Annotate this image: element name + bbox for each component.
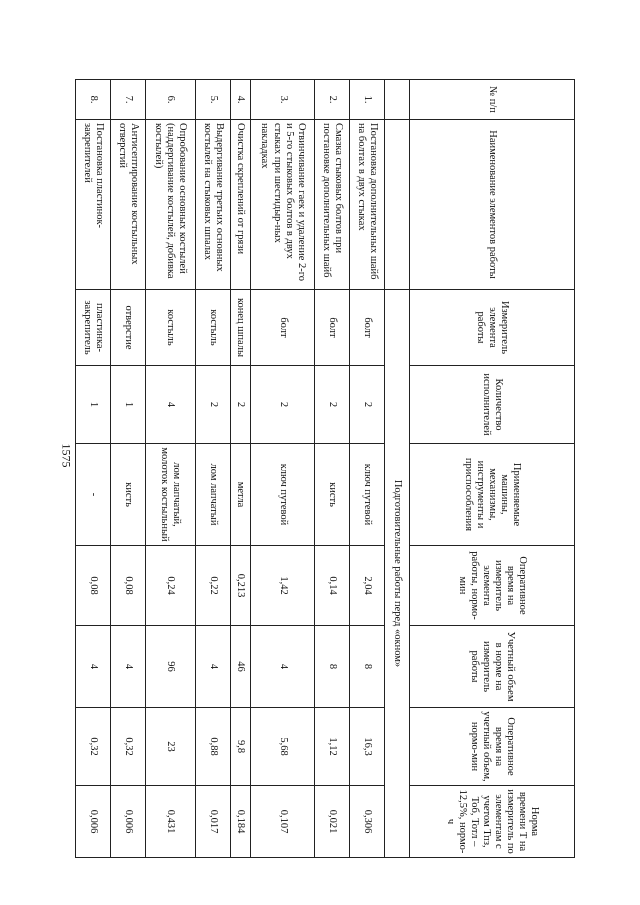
row-name: Выдергивание третьих основных костылей на стыковых шпалах <box>195 120 230 290</box>
header-cell-volume: Учетный объем в норме на измеритель работы <box>410 626 575 708</box>
row-workers: 4 <box>146 366 195 444</box>
row-op-volume: 0,32 <box>111 708 146 786</box>
row-number: 4. <box>230 80 251 120</box>
row-number: 2. <box>315 80 350 120</box>
row-number: 6. <box>146 80 195 120</box>
table-row <box>350 80 385 858</box>
row-norm: 0,021 <box>315 786 350 858</box>
section-spacer-cell <box>385 120 410 290</box>
section-title: Подготовительные работы перед «окном» <box>385 290 410 858</box>
table-row <box>195 80 230 858</box>
row-tools: ключ путевой <box>251 444 315 546</box>
row-tools: метла <box>230 444 251 546</box>
row-volume: 4 <box>111 626 146 708</box>
table-row <box>111 80 146 858</box>
row-volume: 46 <box>230 626 251 708</box>
table-row <box>251 80 315 858</box>
row-op-time: 0,213 <box>230 546 251 626</box>
row-workers: 2 <box>315 366 350 444</box>
row-op-time: 0,14 <box>315 546 350 626</box>
row-op-volume: 16,3 <box>350 708 385 786</box>
header-cell-number: № п/п <box>410 80 575 120</box>
header-cell-tools: Применяемые машины, механизмы, инструменты и приспособления <box>410 444 575 546</box>
row-op-time: 0,08 <box>111 546 146 626</box>
row-workers: 2 <box>230 366 251 444</box>
row-op-time: 1,42 <box>251 546 315 626</box>
header-cell-workers: Количество исполнителей <box>410 366 575 444</box>
header-cell-norm: Норма времени Т на измеритель по элементам с учетом Тпз, Тоб, Тотл – 12,5%, нормо-ч <box>410 786 575 858</box>
row-norm: 0,306 <box>350 786 385 858</box>
row-workers: 2 <box>251 366 315 444</box>
rotated-table-container <box>75 79 575 857</box>
row-tools: кисть <box>315 444 350 546</box>
row-tools: - <box>76 444 111 546</box>
row-number: 3. <box>251 80 315 120</box>
row-unit: болт <box>251 290 315 366</box>
row-name: Опробование основных костылей (наддергивание костылей, добивка костылей) <box>146 120 195 290</box>
header-cell-name: Наименование элементов работы <box>410 120 575 290</box>
row-tools: кисть <box>111 444 146 546</box>
row-number: 5. <box>195 80 230 120</box>
row-op-volume: 9,8 <box>230 708 251 786</box>
table-row <box>76 80 111 858</box>
row-volume: 4 <box>251 626 315 708</box>
row-op-volume: 5,68 <box>251 708 315 786</box>
norms-table-wrapper <box>75 79 575 857</box>
row-name: Антисептирование костыльных отверстий <box>111 120 146 290</box>
row-tools: ключ путевой <box>350 444 385 546</box>
row-workers: 1 <box>76 366 111 444</box>
row-name: Постановка дополнительных шайб на болтах в двух стыках <box>350 120 385 290</box>
row-workers: 1 <box>111 366 146 444</box>
row-unit: костыль <box>195 290 230 366</box>
row-name: Смазка стыковых болтов при постановке дополнительных шайб <box>315 120 350 290</box>
row-volume: 4 <box>195 626 230 708</box>
row-norm: 0,184 <box>230 786 251 858</box>
row-unit: отверстие <box>111 290 146 366</box>
row-unit: болт <box>350 290 385 366</box>
row-tools: лом лапчатый <box>195 444 230 546</box>
row-volume: 96 <box>146 626 195 708</box>
table-row <box>146 80 195 858</box>
table-row <box>315 80 350 858</box>
row-op-volume: 1,12 <box>315 708 350 786</box>
row-workers: 2 <box>195 366 230 444</box>
header-cell-unit: Измеритель элемента работы <box>410 290 575 366</box>
section-spacer-cell <box>385 80 410 120</box>
row-volume: 4 <box>76 626 111 708</box>
row-op-time: 2,04 <box>350 546 385 626</box>
row-name: Отвинчивание гаек и удаление 2-го и 5-го стыковых болтов в двух стыках при шестидыр-ных накладках <box>251 120 315 290</box>
row-op-volume: 0,88 <box>195 708 230 786</box>
row-op-time: 0,08 <box>76 546 111 626</box>
row-number: 8. <box>76 80 111 120</box>
row-volume: 8 <box>350 626 385 708</box>
row-op-time: 0,24 <box>146 546 195 626</box>
row-unit: пластинка-закрепитель <box>76 290 111 366</box>
table-row <box>230 80 251 858</box>
row-unit: конец шпалы <box>230 290 251 366</box>
page-number: 1575 <box>59 443 74 468</box>
row-name: Очистка скреплений от грязи <box>230 120 251 290</box>
header-cell-op-time: Оперативное время на измеритель элемента работы, нормо-мин <box>410 546 575 626</box>
row-number: 7. <box>111 80 146 120</box>
header-cell-op-volume: Оперативное время на учетный объем, нормо-мин <box>410 708 575 786</box>
row-unit: костыль <box>146 290 195 366</box>
row-norm: 0,107 <box>251 786 315 858</box>
row-number: 1. <box>350 80 385 120</box>
row-op-volume: 0,32 <box>76 708 111 786</box>
norms-table <box>75 79 575 858</box>
row-norm: 0,431 <box>146 786 195 858</box>
row-op-time: 0,22 <box>195 546 230 626</box>
section-row <box>385 80 410 858</box>
row-norm: 0,006 <box>76 786 111 858</box>
row-op-volume: 23 <box>146 708 195 786</box>
row-tools: лом лапчатый, молоток костыльный <box>146 444 195 546</box>
row-unit: болт <box>315 290 350 366</box>
row-norm: 0,006 <box>111 786 146 858</box>
row-workers: 2 <box>350 366 385 444</box>
row-name: Постановка пластинок-закрепителей <box>76 120 111 290</box>
table-header-row <box>410 80 575 858</box>
row-volume: 8 <box>315 626 350 708</box>
row-norm: 0,017 <box>195 786 230 858</box>
